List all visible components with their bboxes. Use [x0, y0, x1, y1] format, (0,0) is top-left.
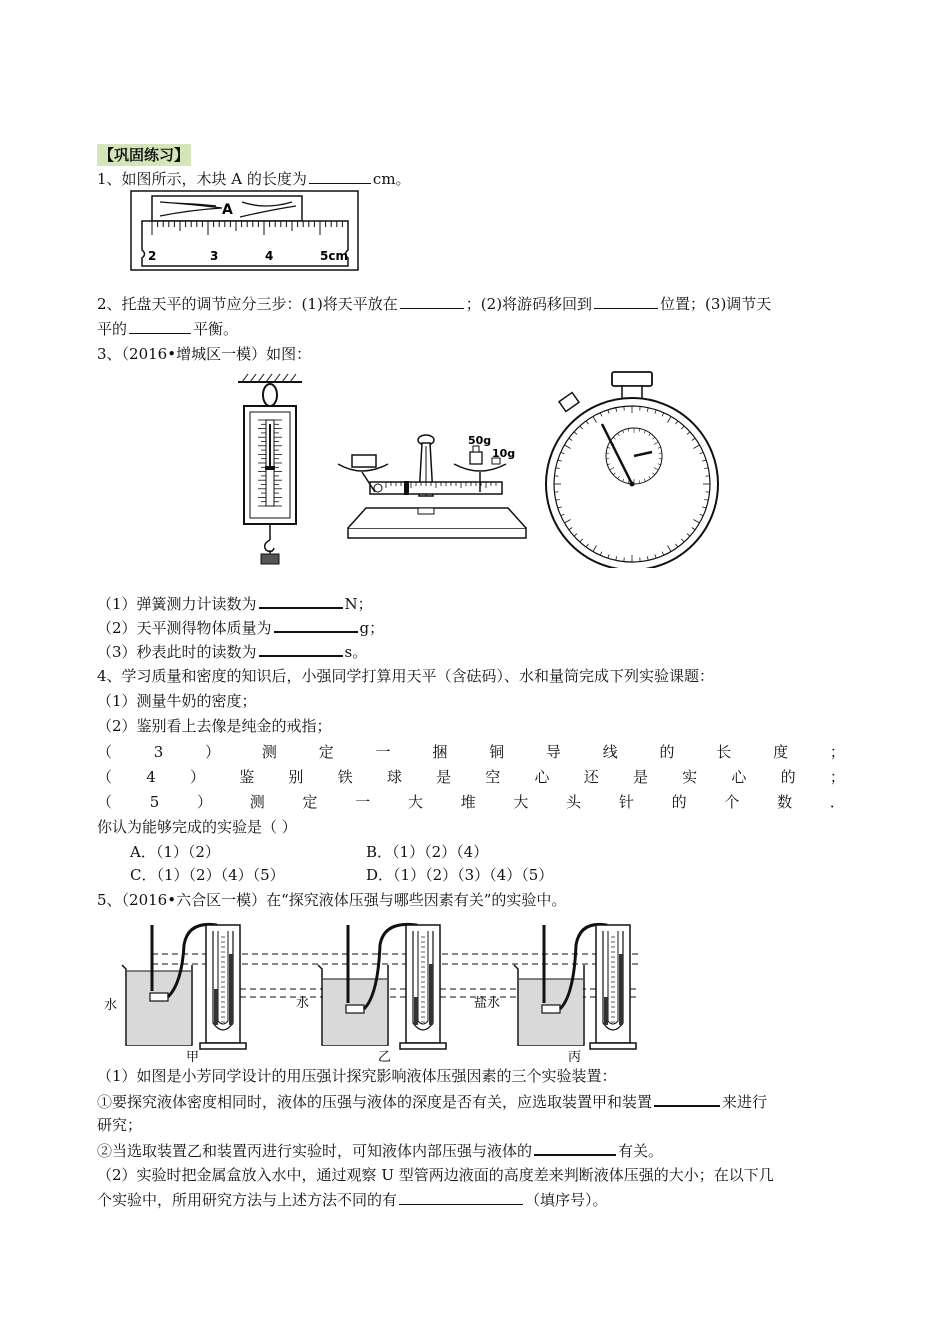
pressure-apparatus [514, 924, 636, 1049]
caption-bing: 丙 [568, 1050, 582, 1065]
spread-char: 心 [731, 768, 747, 786]
spread-char: 球 [386, 768, 402, 786]
tick-label-5: 5cm [320, 249, 348, 263]
q4-ask: 你认为能够完成的实验是（ ） [97, 818, 297, 836]
q4-title: 4、学习质量和密度的知识后，小强同学打算用天平（含砝码）、水和量筒完成下列实验课题： [97, 667, 715, 685]
spread-char: 的 [780, 768, 796, 786]
spread-char: 实 [682, 768, 698, 786]
q1-blank[interactable] [309, 168, 371, 184]
stopwatch [546, 372, 718, 568]
q4-item5 [97, 791, 845, 813]
spread-char: 铁 [337, 768, 353, 786]
spread-char: ） [205, 743, 221, 761]
q2-blank-1[interactable] [400, 293, 464, 309]
section-header: 【巩固练习】 [99, 146, 190, 164]
q2-line1 [97, 293, 771, 315]
q3-figure [230, 368, 720, 568]
spread-char: 个 [724, 793, 740, 811]
q3-part3 [97, 640, 367, 663]
tick-label-4: 4 [265, 249, 274, 263]
spread-char: 一 [375, 743, 391, 761]
q5-part2-line1: （2）实验时把金属盒放入水中，通过观察 U 型管两边液面的高度差来判断液体压强的大小；在以下几 [97, 1166, 774, 1184]
tick-label-3: 3 [210, 249, 219, 263]
caption-yi: 乙 [378, 1050, 392, 1065]
spread-char: 导 [545, 743, 561, 761]
spread-char: 定 [302, 793, 318, 811]
q2-text-b: ；(2)将游码移回到 [465, 295, 593, 313]
q3-p3-text: （3）秒表此时的读数为 [97, 643, 257, 661]
option-c[interactable]: C．（1）（2）（4）（5） [130, 866, 285, 884]
q5-c2-text: ②当选取装置乙和装置丙进行实验时，可知液体内部压强与液体的 [97, 1142, 533, 1160]
spread-char: 别 [288, 768, 304, 786]
q4-item4 [97, 766, 845, 788]
q3-p2-text: （2）天平测得物体质量为 [97, 619, 272, 637]
spread-char: （ [97, 743, 113, 761]
spread-char: 是 [632, 768, 648, 786]
pressure-apparatus [122, 924, 246, 1049]
label-saltwater: 盐水 [474, 996, 501, 1011]
q4-item1: （1）测量牛奶的密度； [97, 692, 257, 710]
spread-char: 是 [436, 768, 452, 786]
q5-part1: （1）如图是小芳同学设计的用压强计探究影响液体压强因素的三个实验装置： [97, 1067, 617, 1085]
spread-char: 鉴 [239, 768, 255, 786]
spread-char: 测 [249, 793, 265, 811]
q4-item2: （2）鉴别看上去像是纯金的戒指； [97, 717, 332, 735]
spread-char: 3 [153, 743, 164, 761]
option-a[interactable]: A．（1）（2） [130, 843, 220, 861]
spread-char: ； [829, 743, 845, 761]
q5-p2-text: 个实验中，所用研究方法与上述方法不同的有 [97, 1191, 398, 1209]
spread-char: 线 [602, 743, 618, 761]
q5-blank-3[interactable] [399, 1189, 523, 1205]
q3-p3-unit: s。 [344, 643, 368, 661]
spread-char: 心 [534, 768, 550, 786]
spread-char: ． [829, 793, 845, 811]
tick-label-2: 2 [148, 249, 157, 263]
q3-blank-3[interactable] [259, 640, 343, 657]
spread-char: 定 [318, 743, 334, 761]
pressure-apparatus [318, 924, 446, 1049]
spread-char: ； [829, 768, 845, 786]
spread-char: 一 [355, 793, 371, 811]
spread-char: 度 [773, 743, 789, 761]
spread-char: 铜 [489, 743, 505, 761]
q3-part1 [97, 592, 373, 615]
q2-line2 [97, 318, 238, 340]
spread-char: 头 [566, 793, 582, 811]
q5-title: 5、（2016•六合区一模）在“探究液体压强与哪些因素有关”的实验中。 [97, 891, 567, 909]
spread-char: 捆 [432, 743, 448, 761]
spread-char: 5 [149, 793, 160, 811]
q2-text-a: 2、托盘天平的调节应分三步：(1)将天平放在 [97, 295, 398, 313]
spread-char: 测 [261, 743, 277, 761]
ruler-figure [130, 190, 360, 272]
q5-c1-line2: 研究； [97, 1116, 143, 1134]
q5-blank-2[interactable] [534, 1139, 616, 1156]
spread-char: （ [97, 793, 113, 811]
spread-char: 的 [671, 793, 687, 811]
weight-50g-label: 50g [468, 434, 492, 447]
spread-char: 4 [146, 768, 156, 786]
spread-char: 数 [777, 793, 793, 811]
q4-item3 [97, 741, 845, 763]
q3-p2-unit: g； [359, 619, 385, 637]
q5-blank-1[interactable] [654, 1090, 720, 1107]
q5-c1-suffix: 来进行 [722, 1093, 768, 1111]
q5-p2-suffix: （填序号）。 [525, 1191, 608, 1209]
q2-blank-3[interactable] [129, 318, 191, 334]
q3-p1-unit: N； [344, 595, 373, 613]
option-d[interactable]: D．（1）（2）（3）（4）（5） [366, 866, 554, 884]
q3-title: 3、（2016•增城区一模）如图： [97, 345, 312, 363]
q3-blank-2[interactable] [274, 616, 358, 633]
q2-blank-2[interactable] [594, 293, 658, 309]
spread-char: 长 [716, 743, 732, 761]
q2-text-d: 平的 [97, 320, 128, 338]
spring-scale [238, 374, 302, 564]
spread-char: 的 [659, 743, 675, 761]
spread-char: ） [189, 768, 205, 786]
q3-p1-text: （1）弹簧测力计读数为 [97, 595, 257, 613]
spread-char: 大 [407, 793, 423, 811]
q3-blank-1[interactable] [259, 592, 343, 609]
pan-balance [338, 434, 526, 538]
q5-c1-text: ①要探究液体密度相同时，液体的压强与液体的深度是否有关，应选取装置甲和装置 [97, 1093, 653, 1111]
spread-char: （ [97, 768, 113, 786]
spread-char: 堆 [460, 793, 476, 811]
weight-10g-label: 10g [492, 447, 516, 460]
q1-suffix: cm。 [372, 170, 411, 188]
caption-jia: 甲 [186, 1050, 200, 1065]
spread-char: 大 [513, 793, 529, 811]
q5-c2-suffix: 有关。 [618, 1142, 664, 1160]
label-water-1: 水 [104, 998, 118, 1013]
q5-part2-line2 [97, 1189, 608, 1211]
spread-char: 还 [583, 768, 599, 786]
q5-figure [100, 915, 670, 1065]
q5-c1-line1 [97, 1090, 767, 1113]
q5-c2 [97, 1139, 663, 1162]
q1-prefix: 1、如图所示，木块 A 的长度为 [97, 170, 307, 188]
spread-char: 空 [485, 768, 501, 786]
q3-part2 [97, 616, 384, 639]
q2-text-c: 位置；(3)调节天 [660, 295, 772, 313]
q2-text-e: 平衡。 [193, 320, 239, 338]
label-water-2: 水 [296, 996, 310, 1011]
spread-char: 针 [618, 793, 634, 811]
option-b[interactable]: B．（1）（2）（4） [366, 843, 489, 861]
spread-char: ） [197, 793, 213, 811]
block-label: A [222, 202, 233, 218]
q1-text [97, 168, 411, 190]
